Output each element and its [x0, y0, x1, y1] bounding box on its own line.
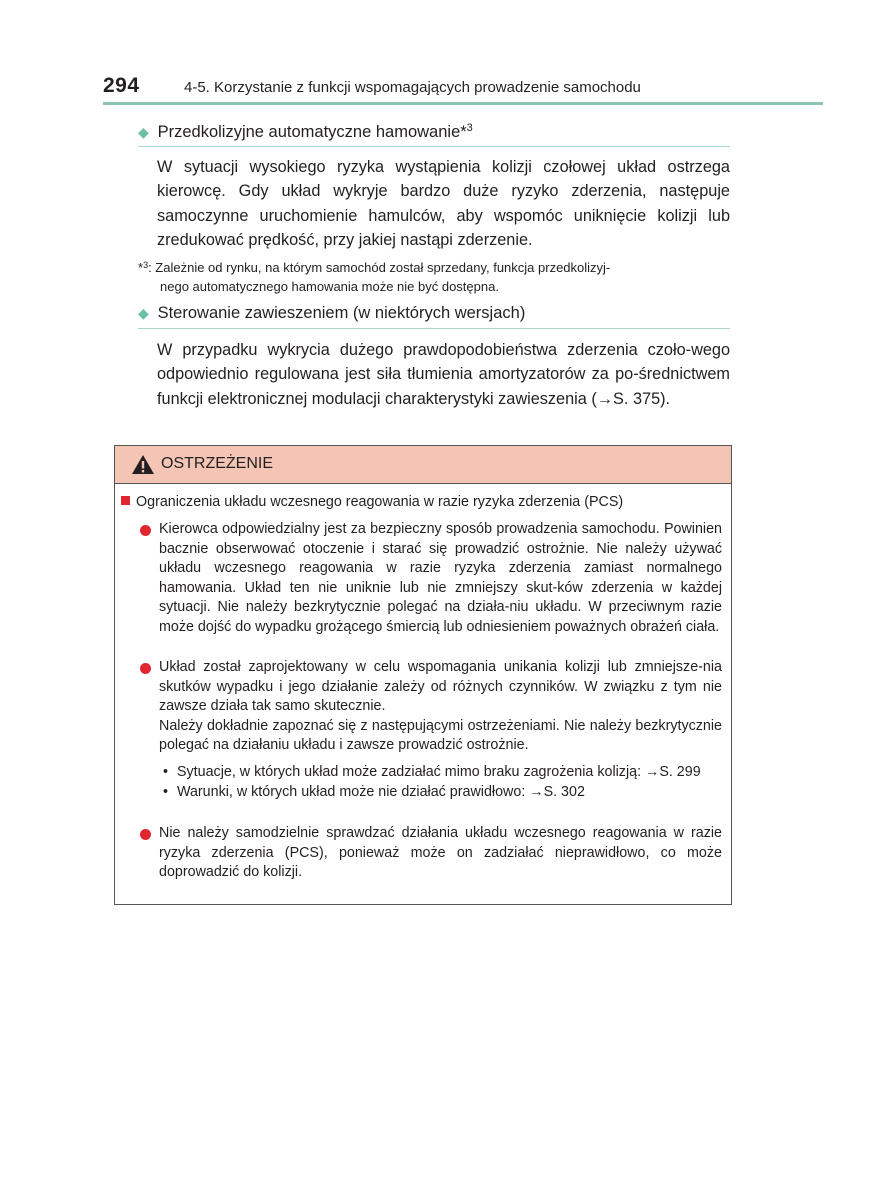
warning-bullet-text-continued: Należy dokładnie zapoznać się z następującymi ostrzeżeniami. Nie należy bezkrytycznie polegać na działaniu układu i zawsze prowadzić ostrożnie. — [159, 717, 722, 754]
warning-box — [114, 445, 732, 905]
sub-list-item-text: Sytuacje, w których układ może zadziałać mimo braku zagrożenia kolizją: →S. 299 — [177, 764, 701, 780]
warning-bullet-text: Kierowca odpowiedzialny jest za bezpieczny sposób prowadzenia samochodu. Powinien bacznie obserwować otoczenie i starać się prowadzić ostrożnie. Nie należy używać układu wczesnego reagowania w razie ryzyka zderzenia zamiast normalnego hamowania. Układ ten nie uniknie lub nie zmniejszy skut-ków zderzenia w każdej sytuacji. Nie należy bezkrytycznie polegać na działa-niu układu. W przeciwnym razie może dojść do wypadku grożącego śmiercią lub odniesieniem poważnych obrażeń ciała. — [159, 521, 722, 635]
page-number: 294 — [103, 74, 140, 97]
square-bullet-icon — [121, 496, 130, 505]
section-title-superscript: 3 — [466, 122, 473, 134]
section-title: Przedkolizyjne automatyczne hamowanie* — [157, 123, 467, 141]
warning-bullet-text: Układ został zaprojektowany w celu wspomagania unikania kolizji lub zmniejsze-nia skutków wypadku i jego działanie zależy od różnych czynników. W związku z tym nie zawsze działa tak samo skutecznie. — [159, 659, 722, 715]
red-dot-icon — [140, 829, 151, 840]
sub-list-item-text: Warunki, w których układ może nie działać prawidłowo: →S. 302 — [177, 783, 585, 800]
footnote-line-1: : Zależnie od rynku, na którym samochód został sprzedany, funkcja przedkolizyj- — [148, 260, 611, 275]
section-title: Sterowanie zawieszeniem (w niektórych wersjach) — [157, 304, 526, 322]
section-divider — [138, 328, 730, 329]
warning-bullet — [140, 824, 722, 883]
sub-list-item — [163, 783, 723, 803]
section-paragraph: W przypadku wykrycia dużego prawdopodobieństwa zderzenia czoło-wego odpowiednio regulowana jest siła tłumienia amortyzatorów za po-średnictwem funkcji elektronicznej modulacji charakterystyki zawieszenia (→S. 375). — [157, 341, 730, 408]
warning-subheading — [121, 494, 623, 510]
section-paragraph: W sytuacji wysokiego ryzyka wystąpienia kolizji czołowej układ ostrzega kierowcę. Gdy układ wykryje bardzo duże ryzyko zderzenia, następuje samoczynne uruchomienie hamulców, aby wspomóc uniknięcie kolizji lub zredukować prędkość, przy jakiej nastąpi zderzenie. — [157, 158, 730, 249]
small-bullet-icon: • — [163, 783, 169, 800]
red-dot-icon — [140, 663, 151, 674]
warning-bullet-text: Nie należy samodzielnie sprawdzać działania układu wczesnego reagowania w razie ryzyka zderzenia (PCS), ponieważ może on zadziałać nieprawidłowo, co może doprowadzić do kolizji. — [159, 825, 722, 881]
red-dot-icon — [140, 525, 151, 536]
footnote-marker: * — [138, 260, 144, 275]
header-divider — [103, 102, 823, 105]
warning-sub-list — [163, 763, 723, 802]
diamond-bullet-icon: ◆ — [138, 124, 149, 140]
small-bullet-icon: • — [163, 764, 169, 780]
warning-header — [115, 446, 731, 484]
warning-title: OSTRZEŻENIE — [161, 455, 274, 472]
warning-subheading-text: Ograniczenia układu wczesnego reagowania w razie ryzyka zderzenia (PCS) — [136, 494, 624, 510]
warning-bullet — [140, 658, 722, 756]
sub-list-item — [163, 763, 723, 783]
section-divider — [138, 146, 730, 147]
warning-bullet — [140, 520, 722, 638]
section-heading-pre-collision-braking — [138, 122, 730, 142]
footnote-line-2: nego automatycznego hamowania może nie być dostępna. — [160, 278, 499, 294]
warning-triangle-icon — [131, 454, 155, 480]
footnote-superscript: 3 — [143, 260, 149, 270]
page-header — [103, 72, 823, 106]
chapter-title: 4-5. Korzystanie z funkcji wspomagających prowadzenie samochodu — [184, 79, 641, 96]
diamond-bullet-icon: ◆ — [138, 305, 149, 321]
section-heading-suspension-control — [138, 304, 730, 323]
footnote — [138, 256, 733, 296]
